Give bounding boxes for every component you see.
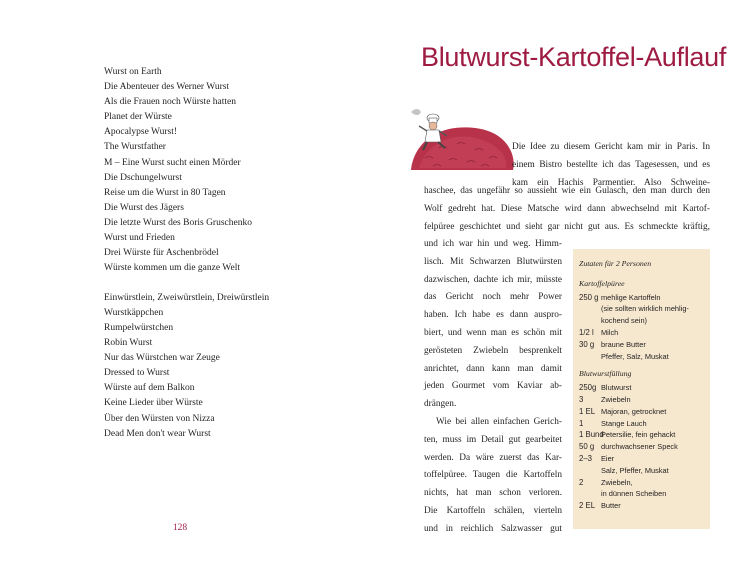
ingredients-section-title: Kartoffelpüree (579, 278, 625, 288)
ingredient-name: in dünnen Scheiben (601, 489, 667, 499)
ingredient-quantity: 2 EL (579, 501, 596, 511)
title-list-item: Die Dschungelwurst (104, 172, 182, 183)
ingredients-section-title: Blutwurstfüllung (579, 369, 632, 379)
ingredient-quantity: 1 Bund (579, 430, 604, 440)
body-text-line: Wie bei allen einfachen Gerich- (436, 416, 562, 427)
ingredient-name: (sie sollten wirklich mehlig- (601, 304, 689, 314)
left-page-title-list (104, 65, 354, 442)
list-spacer (104, 276, 354, 291)
title-list-item: The Wurstfather (104, 142, 166, 153)
title-list-item: Einwürstlein, Zweiwürstlein, Dreiwürstlein (104, 292, 270, 303)
title-list-item: Rumpelwürstchen (104, 323, 174, 333)
ingredient-quantity: 250 g (579, 292, 599, 302)
title-list-item: Dead Men don't wear Wurst (104, 428, 211, 439)
title-list-item: Die Abenteuer des Werner Wurst (104, 82, 230, 93)
title-list-item: Würste kommen um die ganze Welt (104, 263, 240, 274)
body-text-line: gerösteten Zwiebeln besprenkelt (424, 345, 562, 356)
body-text-line: Wolf gedreht hat. Diese Matsche wird dann abwechselnd mit Kartof- (424, 203, 710, 214)
body-text-line: kam ein Hachis Parmentier. Also Schweine- (512, 177, 710, 188)
ingredient-name: Butter (601, 501, 621, 511)
ingredient-name: Eier (601, 453, 615, 463)
ingredient-row (579, 292, 704, 304)
body-text-block-c (424, 236, 562, 539)
body-text-line: haben. Ich habe es dann auspro- (424, 310, 562, 321)
ingredient-name: kochend sein) (601, 316, 648, 326)
ingredient-quantity (579, 315, 601, 327)
ingredient-row (579, 441, 704, 453)
body-text-line: einem Bistro bestellte ich das Tagesessen, und es (512, 159, 710, 170)
ingredient-quantity (579, 488, 601, 500)
ingredient-quantity (579, 351, 601, 363)
ingredient-name: Milch (601, 327, 619, 337)
ingredient-row (579, 382, 704, 394)
body-text-line: Die Idee zu diesem Gericht kam mir in Paris. In (512, 142, 710, 152)
body-text-line: felpüree geschichtet und sieht gar nicht gut aus. Es schmeckte kräftig, (424, 221, 710, 232)
title-list-item: Drei Würste für Aschenbrödel (104, 248, 219, 259)
title-list-item: Wurst und Frieden (104, 233, 175, 244)
body-text-line: drängen. (424, 399, 457, 410)
ingredient-name: Petersilie, fein gehackt (601, 430, 676, 440)
ingredient-row (579, 315, 704, 327)
title-list-item: Planet der Würste (104, 112, 172, 123)
ingredient-quantity: 250g (579, 383, 597, 393)
title-list-item: Robin Wurst (104, 338, 153, 349)
body-text-line: werden. Da wäre zuerst das Kar- (424, 452, 562, 463)
ingredient-quantity: 2 (579, 477, 584, 487)
ingredient-row (579, 465, 704, 477)
ingredients-box (573, 249, 710, 529)
page-number: 128 (172, 523, 188, 533)
ingredient-quantity: 1/2 l (579, 327, 594, 337)
ingredient-name: Stange Lauch (601, 418, 647, 428)
ingredient-quantity (579, 465, 601, 477)
body-text-line: Die Kartoffeln schälen, vierteln (424, 505, 562, 516)
title-list-item: Als die Frauen noch Würste hatten (104, 97, 236, 108)
body-text-line: anrichtet, dann kann man damit (424, 363, 562, 374)
body-text-line: ten, muss im Detail gut gearbeitet (424, 434, 562, 445)
ingredient-row (579, 477, 704, 489)
title-list-item: Die Wurst des Jägers (104, 202, 184, 213)
body-text-line: toffelpüree. Taugen die Kartoffeln (424, 470, 562, 481)
ingredient-quantity: 1 EL (579, 406, 596, 416)
body-text-line: dazwischen, dachte ich mir, müsste (424, 274, 562, 285)
ingredient-name: Majoran, getrocknet (601, 406, 667, 416)
ingredient-row (579, 418, 704, 430)
ingredient-row (579, 339, 704, 351)
ingredient-name: durchwachsener Speck (601, 442, 678, 452)
ingredient-quantity: 30 g (579, 339, 595, 349)
ingredients-heading: Zutaten für 2 Personen (579, 259, 652, 268)
title-list-item: Die letzte Wurst des Boris Gruschenko (104, 217, 252, 228)
ingredient-row (579, 406, 704, 418)
title-list-item: Keine Lieder über Würste (104, 398, 203, 409)
body-text-line: und ich war hin und weg. Himm- (424, 239, 562, 249)
body-text-line: jeden Gourmet vom Kaviar ab- (424, 381, 562, 392)
title-list-item: Wurst on Earth (104, 67, 162, 77)
ingredient-name: Zwiebeln (601, 394, 631, 404)
body-text-line: das Gericht noch mehr Power (424, 292, 562, 303)
ingredient-quantity: 1 (579, 418, 584, 428)
body-text-block-b (424, 183, 710, 236)
chef-on-sausage-illustration (405, 98, 517, 172)
ingredient-row (579, 500, 704, 512)
title-list-item: Würste auf dem Balkon (104, 383, 195, 394)
title-list-item: Reise um die Wurst in 80 Tagen (104, 187, 226, 198)
body-text-line: biert, und wenn man es schön mit (424, 327, 562, 338)
ingredient-quantity: 50 g (579, 442, 595, 452)
ingredient-row (579, 303, 704, 315)
title-list-item: Nur das Würstchen war Zeuge (104, 353, 220, 364)
title-list-item: Wurstkäppchen (104, 307, 164, 318)
body-text-line: nichts, hat man schon verloren. (424, 488, 562, 499)
ingredient-row (579, 429, 704, 441)
ingredient-name: Salz, Pfeffer, Muskat (601, 465, 669, 475)
body-text-line: lisch. Mit Schwarzen Blutwürsten (424, 256, 562, 267)
body-text-line: haschee, das ungefähr so aussieht wie ein Gulasch, den man durch den (424, 186, 710, 196)
ingredient-row (579, 327, 704, 339)
title-list-item: M – Eine Wurst sucht einen Mörder (104, 157, 241, 168)
ingredient-name: Blutwurst (601, 383, 632, 393)
ingredient-quantity (579, 303, 601, 315)
ingredient-name: Pfeffer, Salz, Muskat (601, 351, 669, 361)
ingredient-quantity: 2–3 (579, 453, 593, 463)
ingredient-row (579, 394, 704, 406)
title-list-item: Über den Würsten von Nizza (104, 413, 215, 424)
ingredient-name: braune Butter (601, 339, 646, 349)
ingredient-quantity: 3 (579, 394, 584, 404)
ingredient-row (579, 488, 704, 500)
body-text-line: und in reichlich Salzwasser gut (424, 523, 562, 534)
ingredient-row (579, 453, 704, 465)
ingredient-row (579, 351, 704, 363)
title-list-item: Apocalypse Wurst! (104, 127, 178, 138)
ingredient-name: Zwiebeln, (601, 477, 633, 487)
recipe-title: Blutwurst-Kartoffel-Auflauf (421, 42, 727, 72)
title-list-item: Dressed to Wurst (104, 368, 170, 379)
ingredient-name: mehlige Kartoffeln (601, 292, 661, 302)
